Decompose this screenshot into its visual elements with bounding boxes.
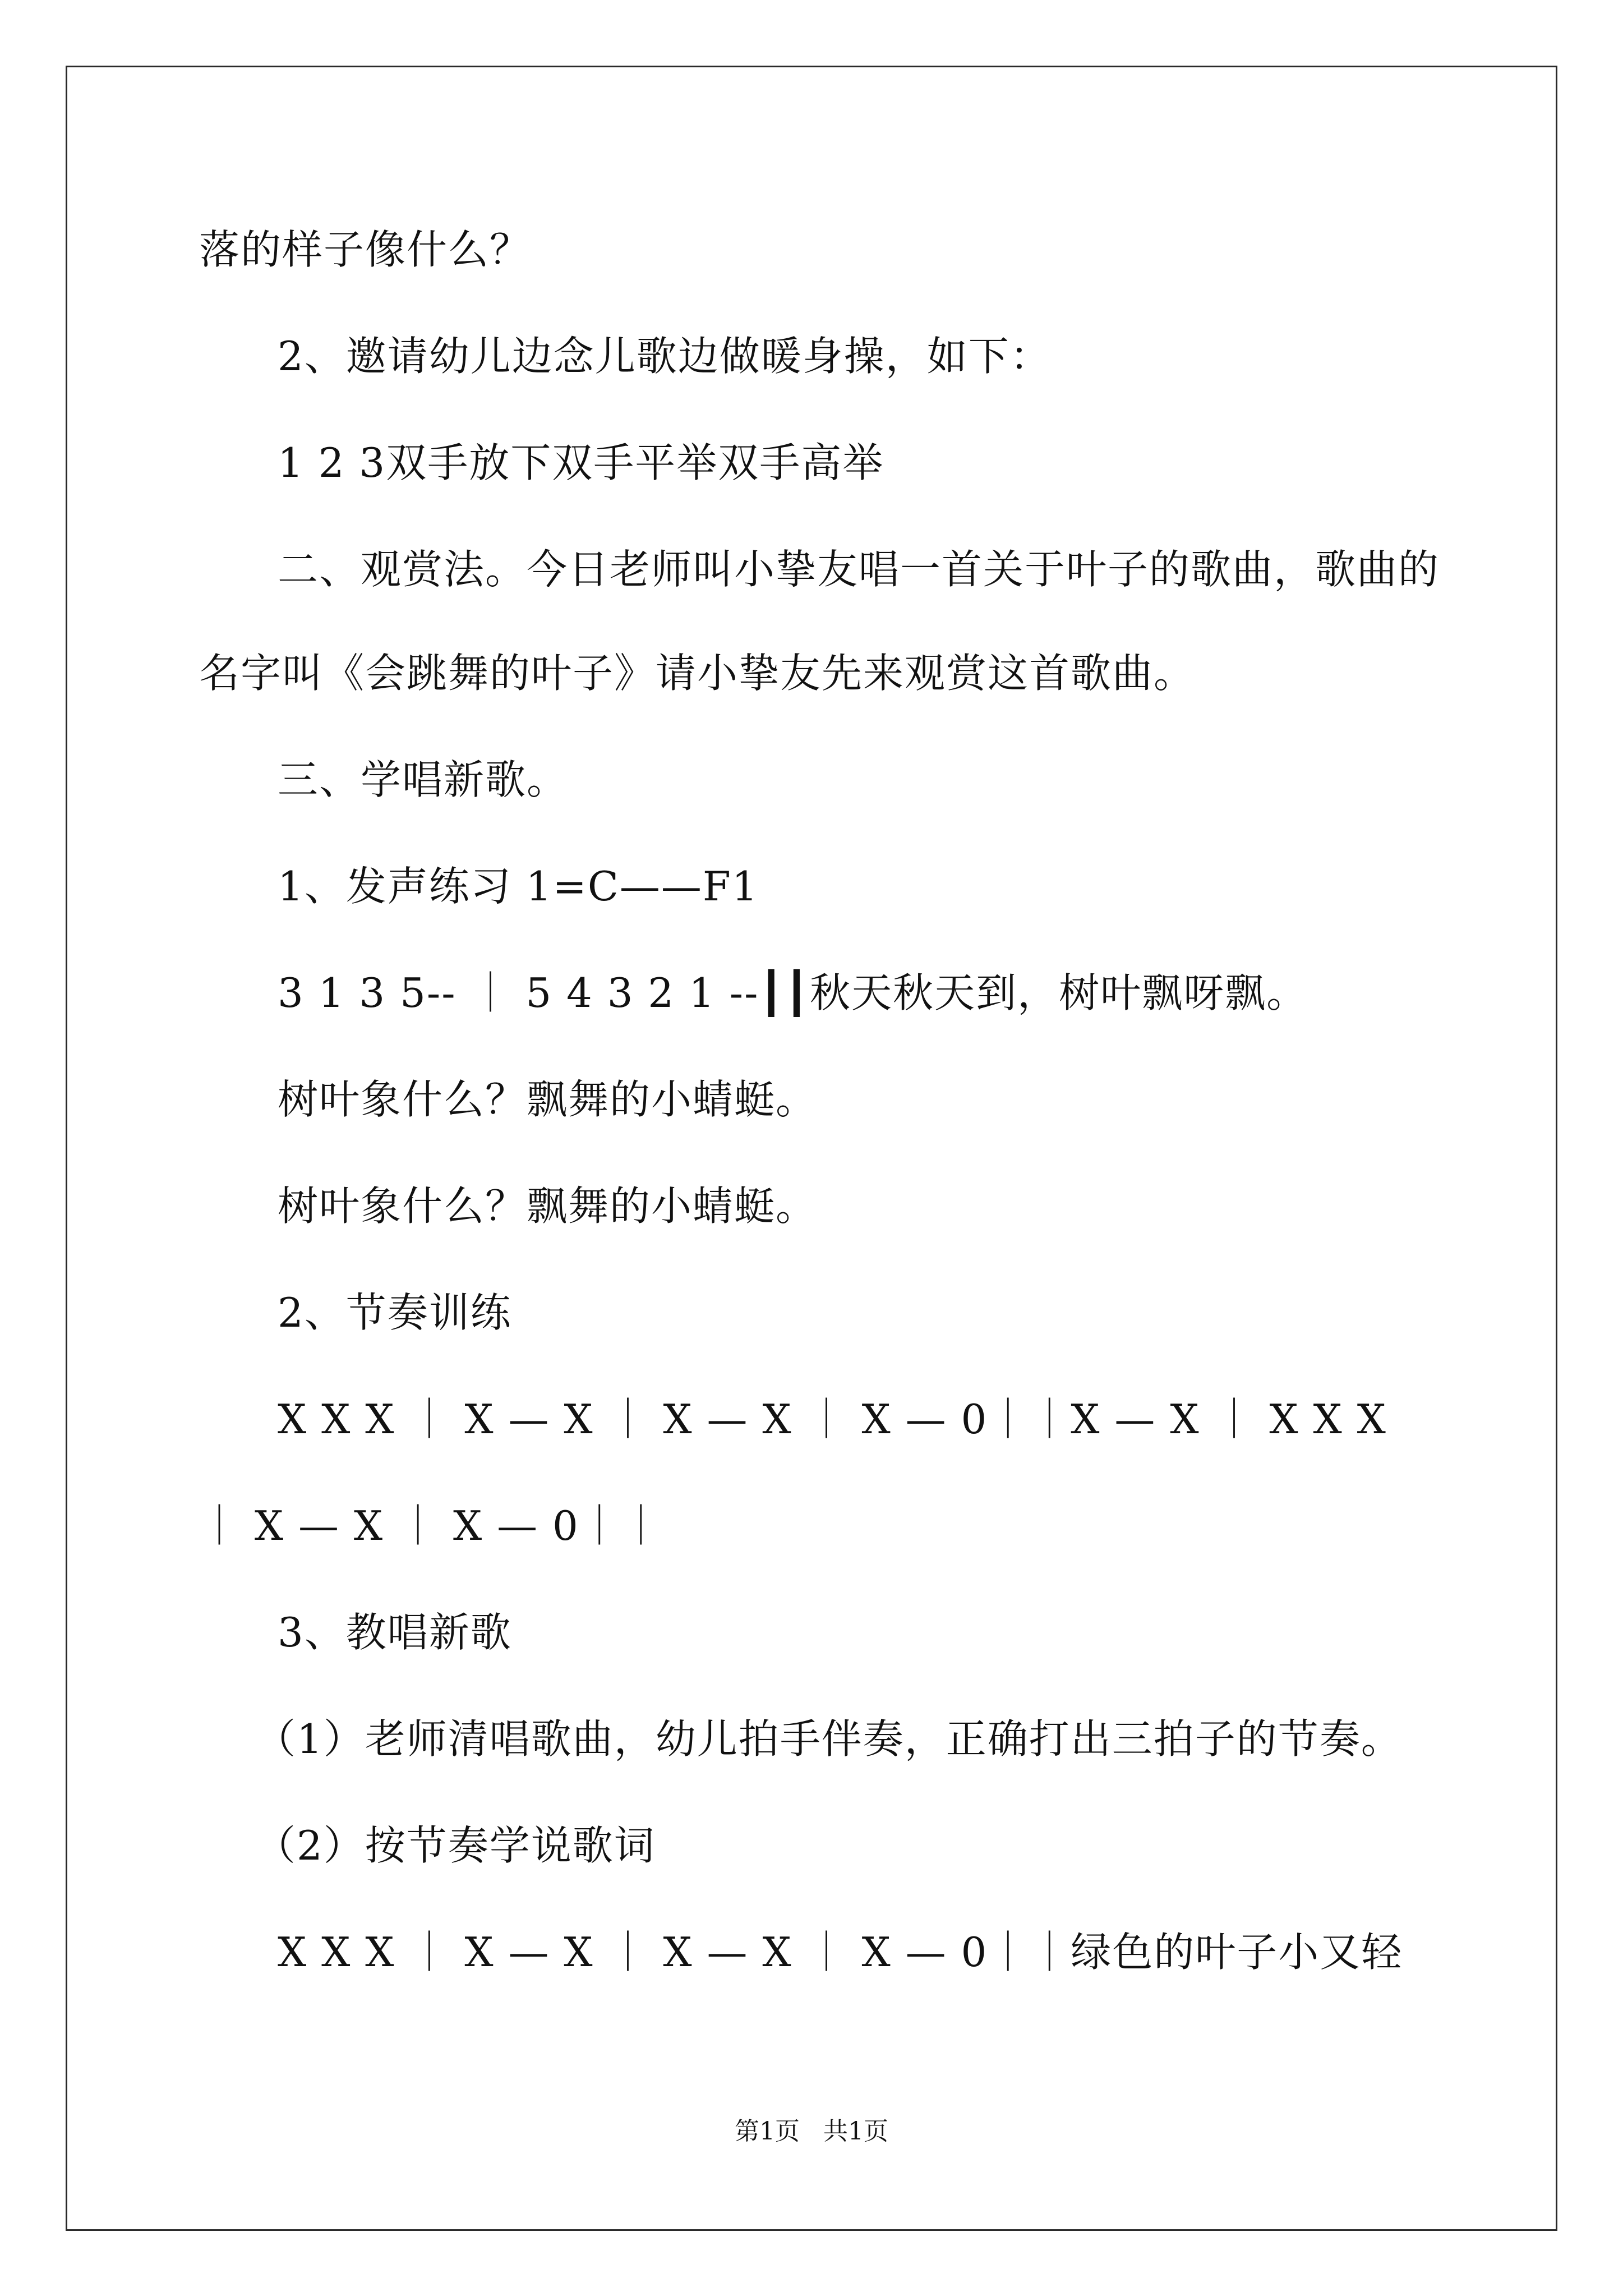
text-line: 落的样子像什么？ [199,226,532,273]
text-line: （2）按节奏学说歌词 [255,1822,656,1869]
text-line: 1、发声练习 1=C——F1 [278,863,759,910]
text-line: 3、教唱新歌 [278,1609,512,1656]
page-number-footer: 第1页 共1页 [735,2117,888,2146]
text-line: 2、邀请幼儿边念儿歌边做暖身操，如下： [278,333,1052,380]
text-line: ｜ X — X ｜ X — 0｜｜ [199,1502,662,1549]
page-border [66,66,1557,2231]
text-line: 3 1 3 5-- ｜ 5 4 3 2 1 --┃┃秋天秋天到，树叶飘呀飘。 [278,969,1308,1016]
text-line: X X X ｜ X — X ｜ X — X ｜ X — 0｜｜X — X ｜ X X X [278,1396,1387,1443]
text-line: 名字叫《会跳舞的叶子》请小挚友先来观赏这首歌曲。 [199,650,1196,697]
text-line: 树叶象什么？飘舞的小蜻蜓。 [278,1182,818,1230]
text-line: 1 2 3双手放下双手平举双手高举 [278,439,884,486]
text-line: 三、学唱新歌。 [278,756,569,803]
text-line: （1）老师清唱歌曲，幼儿拍手伴奏，正确打出三拍子的节奏。 [255,1715,1403,1763]
text-line: 二、观赏法。今日老师叫小挚友唱一首关于叶子的歌曲，歌曲的 [278,546,1440,593]
text-line: X X X ｜ X — X ｜ X — X ｜ X — 0｜｜绿色的叶子小又轻 [278,1929,1403,1976]
text-line: 树叶象什么？飘舞的小蜻蜓。 [278,1076,818,1123]
text-line: 2、节奏训练 [278,1289,512,1336]
